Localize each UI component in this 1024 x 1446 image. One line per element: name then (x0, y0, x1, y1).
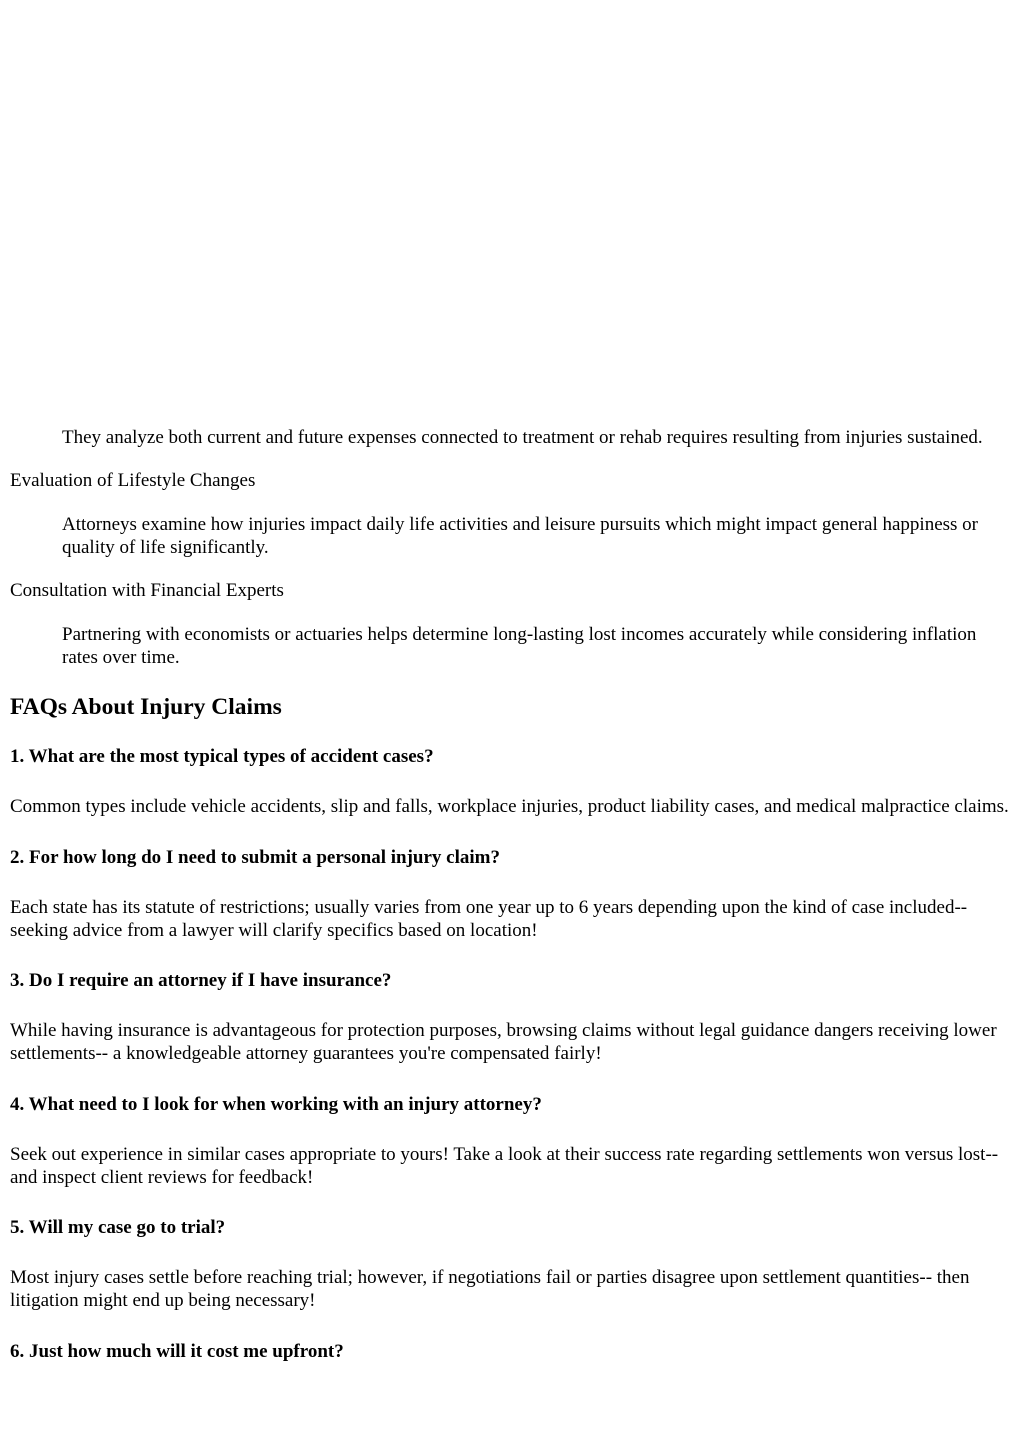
faq-question: 4. What need to I look for when working with an injury attorney? (10, 1094, 542, 1115)
document-content (10, 426, 1014, 1363)
faq-answer: Seek out experience in similar cases appropriate to yours! Take a look at their success rate regarding settlements won versus lost-- and inspect client reviews for feedback! (10, 1144, 999, 1188)
faq-question: 3. Do I require an attorney if I have insurance? (10, 970, 392, 991)
definition-text: Attorneys examine how injuries impact daily life activities and leisure pursuits which might impact general happiness or quality of life significantly. (62, 514, 978, 558)
faq-question: 5. Will my case go to trial? (10, 1217, 226, 1238)
faq-answer: While having insurance is advantageous for protection purposes, browsing claims without legal guidance dangers receiving lower settlements-- a knowledgeable attorney guarantees you're compensated fairly! (10, 1020, 997, 1064)
faq-question: 1. What are the most typical types of accident cases? (10, 746, 434, 767)
definition-term: Evaluation of Lifestyle Changes (10, 470, 256, 491)
faq-heading: FAQs About Injury Claims (10, 694, 282, 720)
faq-answer: Each state has its statute of restrictions; usually varies from one year up to 6 years depending upon the kind of case included-- seeking advice from a lawyer will clarify specifics based on location! (10, 897, 968, 941)
definition-text: Partnering with economists or actuaries helps determine long-lasting lost incomes accurately while considering inflation rates over time. (62, 624, 977, 668)
faq-question: 2. For how long do I need to submit a personal injury claim? (10, 847, 500, 868)
faq-answer: Common types include vehicle accidents, slip and falls, workplace injuries, product liability cases, and medical malpractice claims. (10, 796, 1009, 817)
definition-term: Consultation with Financial Experts (10, 580, 284, 601)
definition-text: They analyze both current and future expenses connected to treatment or rehab requires resulting from injuries sustained. (62, 427, 983, 448)
faq-question: 6. Just how much will it cost me upfront? (10, 1341, 344, 1362)
faq-answer: Most injury cases settle before reaching trial; however, if negotiations fail or parties disagree upon settlement quantities-- then litigation might end up being necessary! (10, 1267, 970, 1311)
